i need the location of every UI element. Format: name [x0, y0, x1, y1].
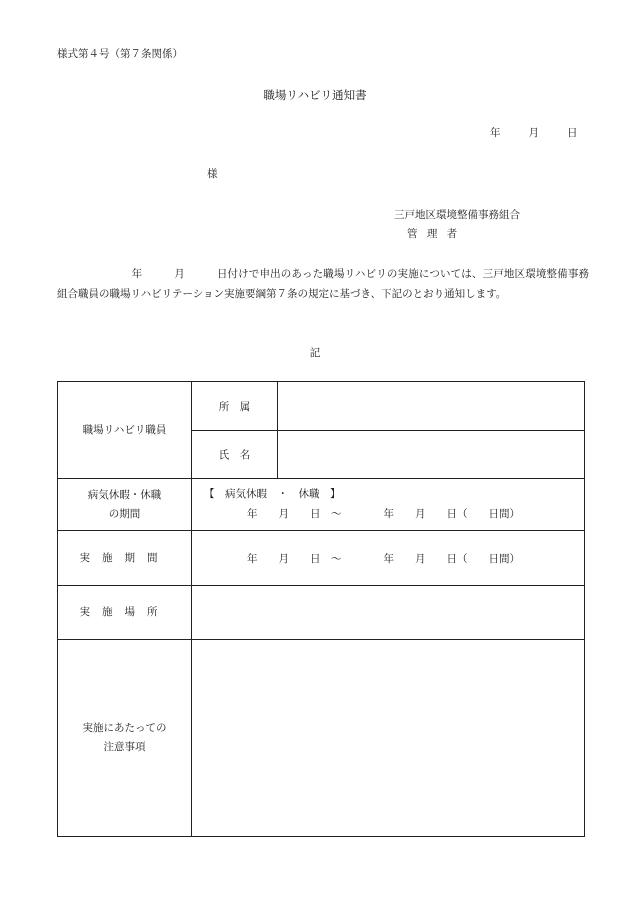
- notice-form-table: [57, 381, 585, 837]
- leave-period-value-cell[interactable]: [192, 479, 585, 531]
- implementation-place-value-cell[interactable]: [192, 586, 585, 640]
- form-number: 様式第４号（第７条関係）: [57, 48, 183, 60]
- rehab-staff-label-cell: [58, 382, 192, 479]
- implementation-period-value-cell[interactable]: [192, 531, 585, 586]
- leave-period-label-line1: 病気休暇・休職: [87, 488, 162, 501]
- addressee-suffix: 様: [207, 168, 218, 180]
- leave-options: 【 病気休暇 ・ 休職 】: [204, 488, 341, 500]
- affiliation-label-cell: [192, 382, 278, 431]
- name-label-cell: [192, 431, 278, 479]
- name-value-cell[interactable]: [278, 431, 585, 479]
- implementation-place-label: 実施場所: [79, 606, 170, 618]
- leave-period-label-line2: の期間: [108, 507, 141, 520]
- notes-value-cell[interactable]: [192, 640, 585, 837]
- document-title: 職場リハビリ通知書: [263, 88, 367, 102]
- name-label: 氏 名: [218, 449, 251, 461]
- implementation-place-label-cell: [58, 586, 192, 640]
- notes-label-line2: 注意事項: [103, 741, 146, 753]
- implementation-period-label: 実施期間: [79, 551, 170, 564]
- rehab-staff-label: 職場リハビリ職員: [82, 423, 167, 436]
- date-month: 月: [528, 127, 539, 139]
- date-day: 日: [567, 127, 578, 139]
- affiliation-label: 所 属: [218, 400, 251, 413]
- organization-name: 三戸地区環境整備事務組合: [394, 209, 520, 221]
- leave-period-dates: 年 月 日 ～ 年 月 日（ 日間）: [247, 508, 520, 520]
- implementation-period-dates: 年 月 日 ～ 年 月 日（ 日間）: [247, 553, 520, 565]
- notice-body-text: 年 月 日付けで申出のあった職場リハビリの実施については、三戸地区環境整備事務組合職員の職場リハビリテーション実施要綱第７条の規定に基づき、下記のとおり通知します。: [57, 268, 589, 300]
- affiliation-value-cell[interactable]: [278, 382, 585, 431]
- date-line: [490, 125, 578, 140]
- manager-title: 管 理 者: [407, 228, 461, 240]
- implementation-period-label-cell: [58, 531, 192, 586]
- leave-period-label-cell: [58, 479, 192, 531]
- notes-label-line1: 実施にあたっての: [82, 722, 167, 734]
- notes-label-cell: [58, 640, 192, 837]
- ki-heading: 記: [309, 347, 321, 359]
- date-year: 年: [490, 127, 501, 139]
